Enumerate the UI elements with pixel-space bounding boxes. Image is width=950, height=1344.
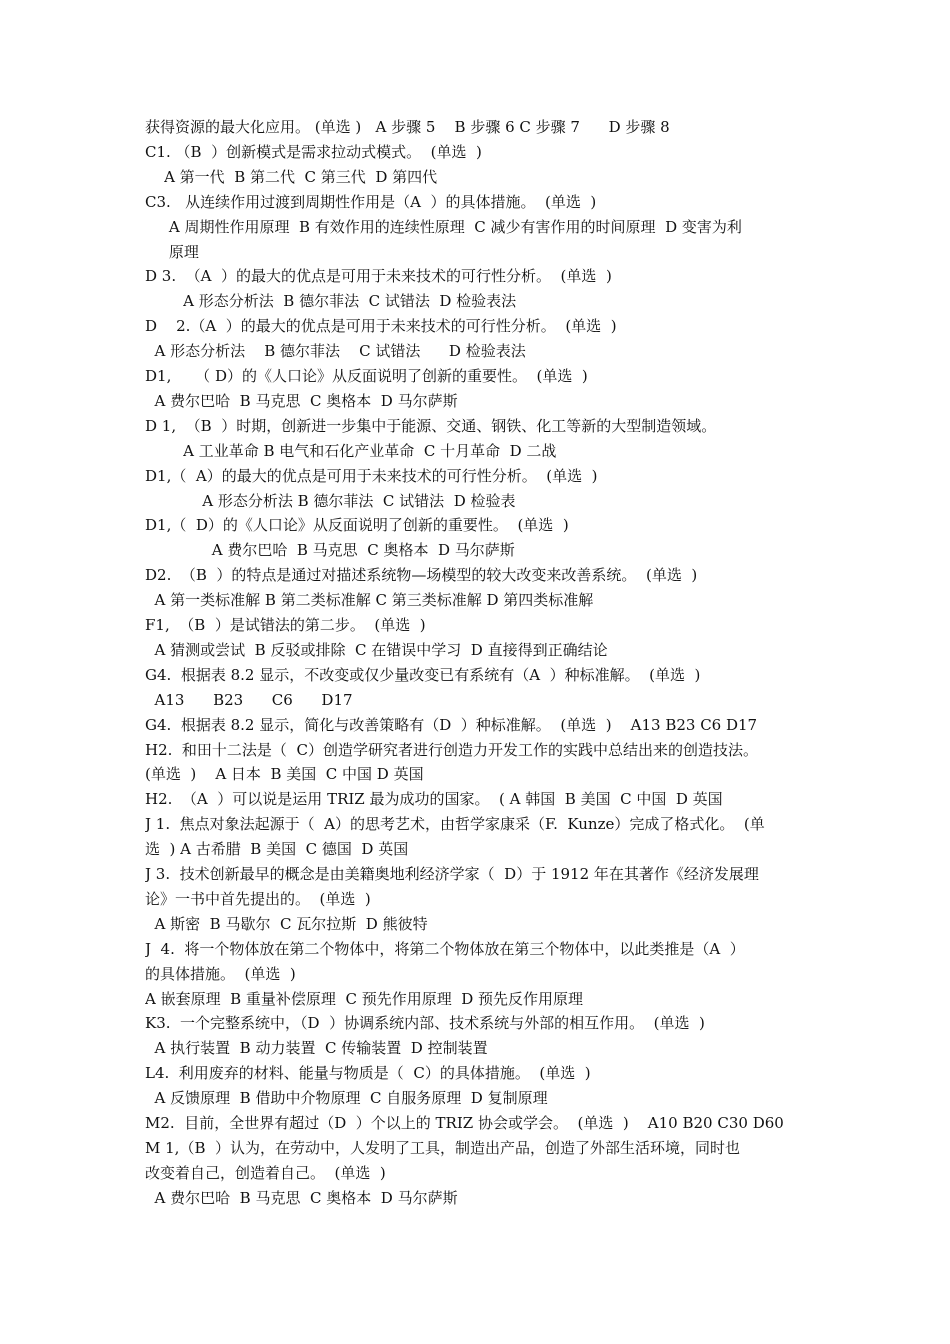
text-line: A 工业革命 B 电气和石化产业革命 C 十月革命 D 二战 bbox=[145, 442, 557, 460]
text-line: G4. 根据表 8.2 显示，不改变或仅少量改变已有系统有（A ）种标准解。 (单选 ) bbox=[145, 666, 701, 684]
text-line: D 3. （A ）的最大的优点是可用于未来技术的可行性分析。 (单选 ) bbox=[145, 267, 612, 285]
text-line: C1. （B ）创新模式是需求拉动式模式。 (单选 ) bbox=[145, 143, 482, 161]
text-line: A 形态分析法 B 德尔菲法 C 试错法 D 检验表法 bbox=[145, 342, 526, 360]
text-line: D1,（ D）的《人口论》从反面说明了创新的重要性。 (单选 ) bbox=[145, 516, 569, 534]
text-line: J 1. 焦点对象法起源于（ A）的思考艺术，由哲学家康采（F. Kunze）完成了格式化。 (单 bbox=[145, 815, 765, 833]
text-line: A 第一代 B 第二代 C 第三代 D 第四代 bbox=[145, 168, 438, 186]
text-line: A 反馈原理 B 借助中介物原理 C 自服务原理 D 复制原理 bbox=[145, 1089, 548, 1107]
text-line: A 嵌套原理 B 重量补偿原理 C 预先作用原理 D 预先反作用原理 bbox=[145, 990, 584, 1008]
text-line: A 第一类标准解 B 第二类标准解 C 第三类标准解 D 第四类标准解 bbox=[145, 591, 594, 609]
text-line: 的具体措施。 (单选 ) bbox=[145, 965, 296, 983]
text-line: A 周期性作用原理 B 有效作用的连续性原理 C 减少有害作用的时间原理 D 变害为利 bbox=[145, 218, 742, 236]
text-line: 改变着自己，创造着自己。 (单选 ) bbox=[145, 1164, 386, 1182]
text-line: M2. 目前，全世界有超过（D ）个以上的 TRIZ 协会或学会。 (单选 ) A10 B20 C30 D60 bbox=[145, 1114, 784, 1132]
text-line: J 4. 将一个物体放在第二个物体中，将第二个物体放在第三个物体中，以此类推是（A ） bbox=[145, 940, 745, 958]
text-line: D 1, （B ）时期，创新进一步集中于能源、交通、钢铁、化工等新的大型制造领域。 bbox=[145, 417, 717, 435]
text-line: 获得资源的最大化应用。 (单选 ) A 步骤 5 B 步骤 6 C 步骤 7 D 步骤 8 bbox=[145, 118, 670, 136]
text-line: J 3. 技术创新最早的概念是由美籍奥地利经济学家（ D）于 1912 年在其著作《经济发展理 bbox=[145, 865, 759, 883]
text-line: D1, （ D）的《人口论》从反面说明了创新的重要性。 (单选 ) bbox=[145, 367, 588, 385]
text-line: A 形态分析法 B 德尔菲法 C 试错法 D 检验表 bbox=[145, 492, 516, 510]
text-line: H2. （A ）可以说是运用 TRIZ 最为成功的国家。 ( A 韩国 B 美国 C 中国 D 英国 bbox=[145, 790, 723, 808]
text-line: G4. 根据表 8.2 显示，简化与改善策略有（D ）种标准解。 (单选 ) A13 B23 C6 D17 bbox=[145, 716, 758, 734]
text-line: A13 B23 C6 D17 bbox=[145, 691, 353, 709]
text-line: H2. 和田十二法是（ C）创造学研究者进行创造力开发工作的实践中总结出来的创造技法。 bbox=[145, 741, 758, 759]
text-line: (单选 ) A 日本 B 美国 C 中国 D 英国 bbox=[145, 765, 424, 783]
text-line: K3. 一个完整系统中，（D ）协调系统内部、技术系统与外部的相互作用。 (单选 ) bbox=[145, 1014, 705, 1032]
text-line: 原理 bbox=[145, 243, 199, 261]
text-line: L4. 利用废弃的材料、能量与物质是（ C）的具体措施。 (单选 ) bbox=[145, 1064, 591, 1082]
text-line: 选 ) A 古希腊 B 美国 C 德国 D 英国 bbox=[145, 840, 409, 858]
text-line: F1, （B ）是试错法的第二步。 (单选 ) bbox=[145, 616, 426, 634]
text-line: D 2.（A ）的最大的优点是可用于未来技术的可行性分析。 (单选 ) bbox=[145, 317, 617, 335]
text-line: A 执行装置 B 动力装置 C 传输装置 D 控制装置 bbox=[145, 1039, 488, 1057]
text-line: A 费尔巴哈 B 马克思 C 奥格本 D 马尔萨斯 bbox=[145, 392, 458, 410]
text-line: A 形态分析法 B 德尔菲法 C 试错法 D 检验表法 bbox=[145, 292, 517, 310]
text-line: D2. （B ）的特点是通过对描述系统物—场模型的较大改变来改善系统。 (单选 ) bbox=[145, 566, 698, 584]
text-line: C3. 从连续作用过渡到周期性作用是（A ）的具体措施。 (单选 ) bbox=[145, 193, 597, 211]
text-line: A 费尔巴哈 B 马克思 C 奥格本 D 马尔萨斯 bbox=[145, 541, 515, 559]
text-line: A 费尔巴哈 B 马克思 C 奥格本 D 马尔萨斯 bbox=[145, 1189, 458, 1207]
text-line: A 斯密 B 马歇尔 C 瓦尔拉斯 D 熊彼特 bbox=[145, 915, 428, 933]
text-line: D1,（ A）的最大的优点是可用于未来技术的可行性分析。 (单选 ) bbox=[145, 467, 598, 485]
text-line: 论》一书中首先提出的。 (单选 ) bbox=[145, 890, 371, 908]
text-line: M 1,（B ）认为，在劳动中，人发明了工具，制造出产品，创造了外部生活环境，同时也 bbox=[145, 1139, 741, 1157]
text-line: A 猜测或尝试 B 反驳或排除 C 在错误中学习 D 直接得到正确结论 bbox=[145, 641, 608, 659]
